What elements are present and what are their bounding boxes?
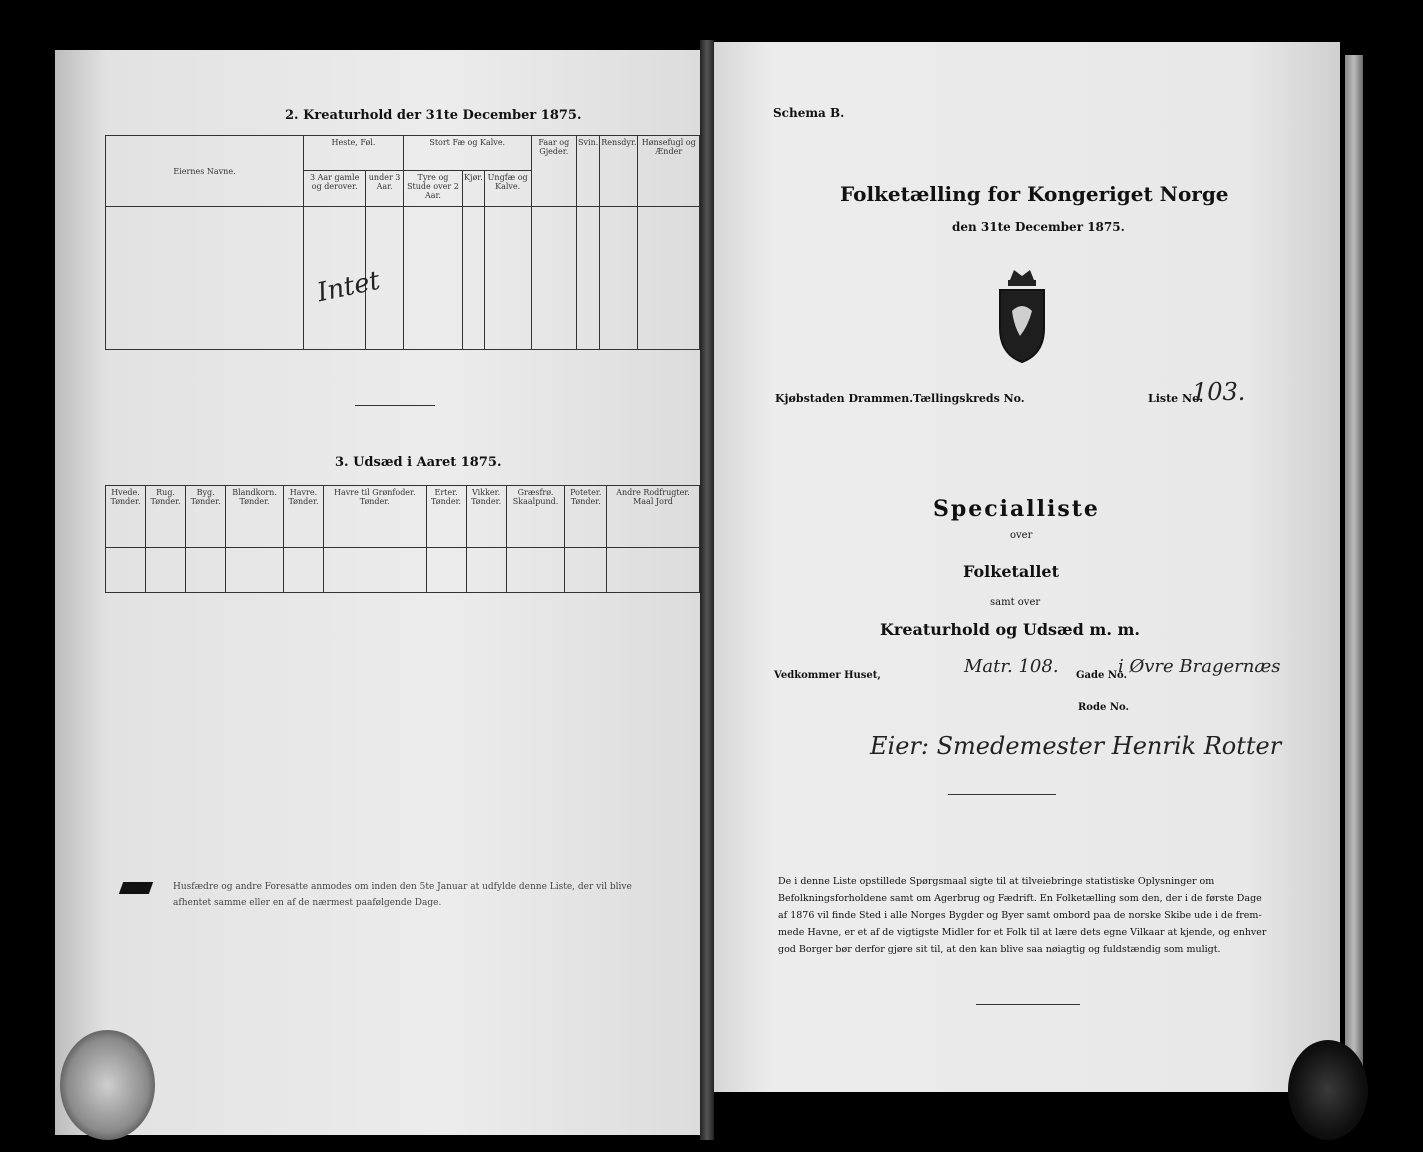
coat-of-arms-icon — [992, 266, 1052, 366]
liste-label: Liste No. — [1148, 392, 1204, 405]
cattle-sub-bulls: Tyre og Stude over 2 Aar. — [403, 170, 462, 207]
thumb-left — [60, 1030, 155, 1140]
right-page — [708, 42, 1340, 1092]
divider — [355, 405, 435, 406]
over-text: over — [1010, 530, 1033, 541]
kreaturhold-heading: Kreaturhold og Udsæd m. m. — [880, 620, 1140, 639]
sowing-col-4: Blandkorn. Tønder. — [226, 486, 284, 548]
sowing-col-11: Andre Rodfrugter. Maal Jord — [607, 486, 700, 548]
sowing-col-8: Vikker. Tønder. — [466, 486, 506, 548]
divider-upper — [948, 794, 1056, 795]
eier-handwriting: Eier: Smedemester Henrik Rotter — [870, 732, 1282, 760]
info-line-3: af 1876 vil finde Sted i alle Norges Bygder og Byer samt ombord paa de norske Skibe ude i de frem- — [778, 910, 1262, 921]
sheep-header: Faar og Gjeder. — [531, 136, 576, 207]
sowing-col-5: Havre. Tønder. — [283, 486, 323, 548]
horses-sub-old: 3 Aar gamle og derover. — [304, 170, 366, 207]
divider-lower — [976, 1004, 1080, 1005]
sowing-col-1: Hvede. Tønder. — [106, 486, 146, 548]
specialliste-heading: Specialliste — [933, 496, 1100, 522]
census-date: den 31te December 1875. — [952, 220, 1125, 234]
info-line-5: god Borger bør derfor gjøre sit til, at den kan blive saa nøiagtig og fuldstændig som muligt. — [778, 944, 1221, 955]
page-edges — [1345, 55, 1363, 1085]
horses-header: Heste, Føl. — [304, 136, 404, 171]
footnote-line-2: afhentet samme eller en af de nærmest paafølgende Dage. — [173, 898, 442, 908]
info-line-4: mede Havne, er et af de vigtigste Midler for et Folk til at lære dets egne Vilkaar at kjende, og enhver — [778, 927, 1267, 938]
pigs-header: Svin. — [577, 136, 600, 207]
livestock-handwriting: Intet — [314, 265, 383, 309]
thumb-right — [1288, 1040, 1368, 1140]
horses-sub-young: under 3 Aar. — [366, 170, 404, 207]
folketallet-heading: Folketallet — [963, 562, 1059, 581]
sowing-col-3: Byg. Tønder. — [186, 486, 226, 548]
schema-label: Schema B. — [773, 106, 845, 120]
book-spine — [700, 40, 714, 1140]
sowing-col-10: Poteter. Tønder. — [565, 486, 607, 548]
rode-label: Rode No. — [1078, 702, 1129, 713]
sowing-col-2: Rug. Tønder. — [146, 486, 186, 548]
info-line-2: Befolkningsforholdene samt om Agerbrug og Fædrift. En Folketælling som den, der i de første Dage — [778, 893, 1262, 904]
info-line-1: De i denne Liste opstillede Spørgsmaal sigte til at tilveiebringe statistiske Oplysninger om — [778, 876, 1215, 887]
samt-over-text: samt over — [990, 597, 1041, 608]
sowing-col-6: Havre til Grønfoder. Tønder. — [324, 486, 427, 548]
reindeer-header: Rensdyr. — [600, 136, 638, 207]
sowing-col-7: Erter. Tønder. — [426, 486, 466, 548]
footnote-line-1: Husfædre og andre Foresatte anmodes om inden den 5te Januar at udfylde denne Liste, der vil blive — [173, 882, 632, 892]
owner-name-header: Eiernes Navne. — [106, 136, 304, 207]
section3-title: 3. Udsæd i Aaret 1875. — [335, 455, 502, 470]
kreds-label: Tællingskreds No. — [913, 392, 1025, 405]
poultry-header: Hønsefugl og Ænder — [638, 136, 700, 207]
sowing-col-9: Græsfrø. Skaalpund. — [506, 486, 565, 548]
left-page — [55, 50, 705, 1135]
vedkommer-label: Vedkommer Huset, — [774, 670, 881, 681]
matr-value: Matr. 108. — [964, 656, 1059, 677]
cattle-header: Stort Fæ og Kalve. — [403, 136, 531, 171]
pointing-hand-icon — [119, 882, 153, 894]
gade-value: i Øvre Bragernæs — [1118, 656, 1281, 677]
liste-number: 103. — [1192, 378, 1246, 406]
section2-title: 2. Kreaturhold der 31te December 1875. — [285, 108, 582, 123]
cattle-sub-calves: Ungfæ og Kalve. — [484, 170, 531, 207]
census-title: Folketælling for Kongeriget Norge — [840, 182, 1229, 206]
gade-label: Gade No. — [1076, 670, 1127, 681]
sowing-table — [105, 485, 700, 593]
kjobstad-label: Kjøbstaden Drammen. — [775, 392, 914, 405]
cattle-sub-cows: Kjør. — [463, 170, 485, 207]
livestock-table — [105, 135, 700, 350]
